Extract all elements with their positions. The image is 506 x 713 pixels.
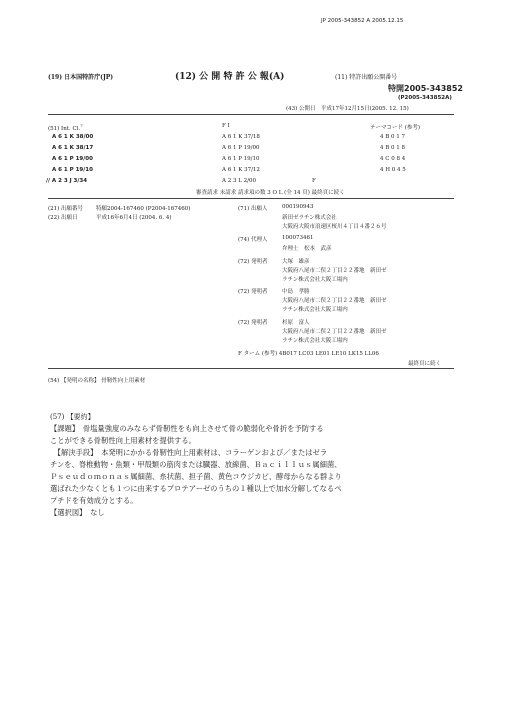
invention-title: (54) 【発明の名称】 骨靭性向上用素材 bbox=[48, 378, 146, 384]
applicant-line: 新田ゼラチン株式会社 bbox=[282, 215, 337, 221]
classification-rule bbox=[48, 198, 454, 199]
f-term-continued: 最終頁に続く bbox=[408, 361, 442, 367]
abstract-line: 選ばれた少なくとも１つに由来するプロテアーゼのうちの１種以上で加水分解してなるペ bbox=[50, 484, 342, 493]
inventor-line: 大阪府八尾市二俣２丁目２２番地 新田ゼ bbox=[282, 268, 387, 274]
applicant-line: 000190943 bbox=[282, 204, 314, 210]
parties-rule bbox=[48, 368, 454, 369]
ipc-code: A 6 1 K 38/00 bbox=[52, 134, 94, 140]
inventor-line: ラチン株式会社大阪工場内 bbox=[282, 338, 348, 344]
agent-label: (74) 代理人 bbox=[238, 237, 268, 243]
ipc-code: A 6 1 K 38/17 bbox=[52, 145, 94, 151]
inventor-line: 杉原 富人 bbox=[282, 320, 310, 326]
abstract-heading: (57) 【要約】 bbox=[50, 413, 95, 421]
inventor-line: 大阪府八尾市二俣２丁目２２番地 新田ゼ bbox=[282, 298, 387, 304]
inventor-line: 大阪府八尾市二俣２丁目２２番地 新田ゼ bbox=[282, 329, 387, 335]
inventor-label: (72) 発明者 bbox=[238, 320, 268, 326]
publication-number: 特開2005-343852 bbox=[388, 84, 463, 93]
agent-line: 100073461 bbox=[282, 235, 314, 241]
office-name: (19) 日本国特許庁(JP) bbox=[48, 74, 114, 81]
fi-code: A 6 1 K 37/18 bbox=[222, 134, 260, 140]
inventor-line: 大塚 雄彦 bbox=[282, 259, 310, 265]
inventor-line: 中島 孝勝 bbox=[282, 289, 310, 295]
publication-date: (43) 公開日 平成17年12月15日(2005. 12. 15) bbox=[286, 106, 409, 112]
inventor-line: ラチン株式会社大阪工場内 bbox=[282, 277, 348, 283]
running-header: JP 2005-343852 A 2005.12.15 bbox=[321, 18, 404, 24]
abstract-line: ことができる骨靭性向上用素材を提供する。 bbox=[50, 436, 196, 445]
filing-date-label: (22) 出願日 bbox=[48, 215, 78, 221]
ipc-code: A 6 1 P 19/00 bbox=[52, 156, 93, 162]
fi-code: A 6 1 P 19/00 bbox=[222, 145, 260, 151]
header-rule bbox=[48, 114, 454, 115]
theme-code: 4 H 0 4 5 bbox=[380, 167, 406, 173]
publication-number-alt: (P2005-343852A) bbox=[398, 95, 452, 101]
theme-code-label: テーマコード (参考) bbox=[370, 125, 421, 131]
abstract-line: 【解決手段】 本発明にかかる骨靭性向上用素材は、コラーゲンおよび／またはゼラ bbox=[50, 448, 328, 457]
abstract-line: チンを、脊椎動物・魚類・甲殻類の筋肉または臓器、放線菌、Ｂａｃｉｌｌｕｓ属細菌、 bbox=[50, 460, 342, 469]
theme-code: 4 C 0 8 4 bbox=[380, 156, 406, 162]
inventor-label: (72) 発明者 bbox=[238, 289, 268, 295]
applicant-label: (71) 出願人 bbox=[238, 206, 268, 212]
int-cl-label: (51) Int. Cl.$^7$ bbox=[48, 123, 83, 132]
abstract-line: 【選択図】 なし bbox=[50, 508, 105, 517]
filing-date: 平成16年6月4日 (2004. 6. 4) bbox=[96, 215, 172, 221]
document-kind: (12) 公 開 特 許 公 報(A) bbox=[175, 72, 285, 82]
fi-code: A 6 1 P 19/10 bbox=[222, 156, 260, 162]
agent-line: 弁理士 松本 武彦 bbox=[282, 246, 332, 252]
fi-label: F I bbox=[222, 123, 230, 129]
applicant-line: 大阪府大阪市浪速区桜川４丁目４番２６号 bbox=[282, 224, 387, 230]
abstract-line: Ｐｓｅｕｄｏｍｏｎａｓ属細菌、糸状菌、担子菌、黄色コウジカビ、酵母からなる群より bbox=[50, 472, 342, 481]
examination-line: 審査請求 未請求 請求項の数 3 O L (全 14 頁) 最終頁に続く bbox=[196, 190, 345, 196]
application-number: 特願2004-167460 (P2004-167460) bbox=[96, 206, 191, 212]
abstract-line: プチドを有効成分とする。 bbox=[50, 496, 138, 505]
publication-number-label: (11) 特許出願公開番号 bbox=[335, 74, 398, 81]
fi-code: A 6 1 K 37/12 bbox=[222, 167, 260, 173]
f-term-line: F ターム (参考) 4B017 LC03 LE01 LE10 LK15 LL06 bbox=[238, 351, 379, 357]
theme-code: 4 B 0 1 7 bbox=[380, 134, 406, 140]
abstract-line: 【課題】 骨塩量強度のみならず骨靭性をも向上させて骨の脆弱化や骨折を予防する bbox=[50, 424, 324, 433]
fi-code: A 2 3 L 2/00 bbox=[222, 178, 256, 184]
theme-code: F bbox=[312, 178, 316, 184]
theme-code: 4 B 0 1 8 bbox=[380, 145, 406, 151]
inventor-label: (72) 発明者 bbox=[238, 259, 268, 265]
ipc-code: // A 2 3 J 3/34 bbox=[46, 178, 88, 184]
inventor-line: ラチン株式会社大阪工場内 bbox=[282, 307, 348, 313]
application-number-label: (21) 出願番号 bbox=[48, 206, 84, 212]
ipc-code: A 6 1 P 19/10 bbox=[52, 167, 93, 173]
